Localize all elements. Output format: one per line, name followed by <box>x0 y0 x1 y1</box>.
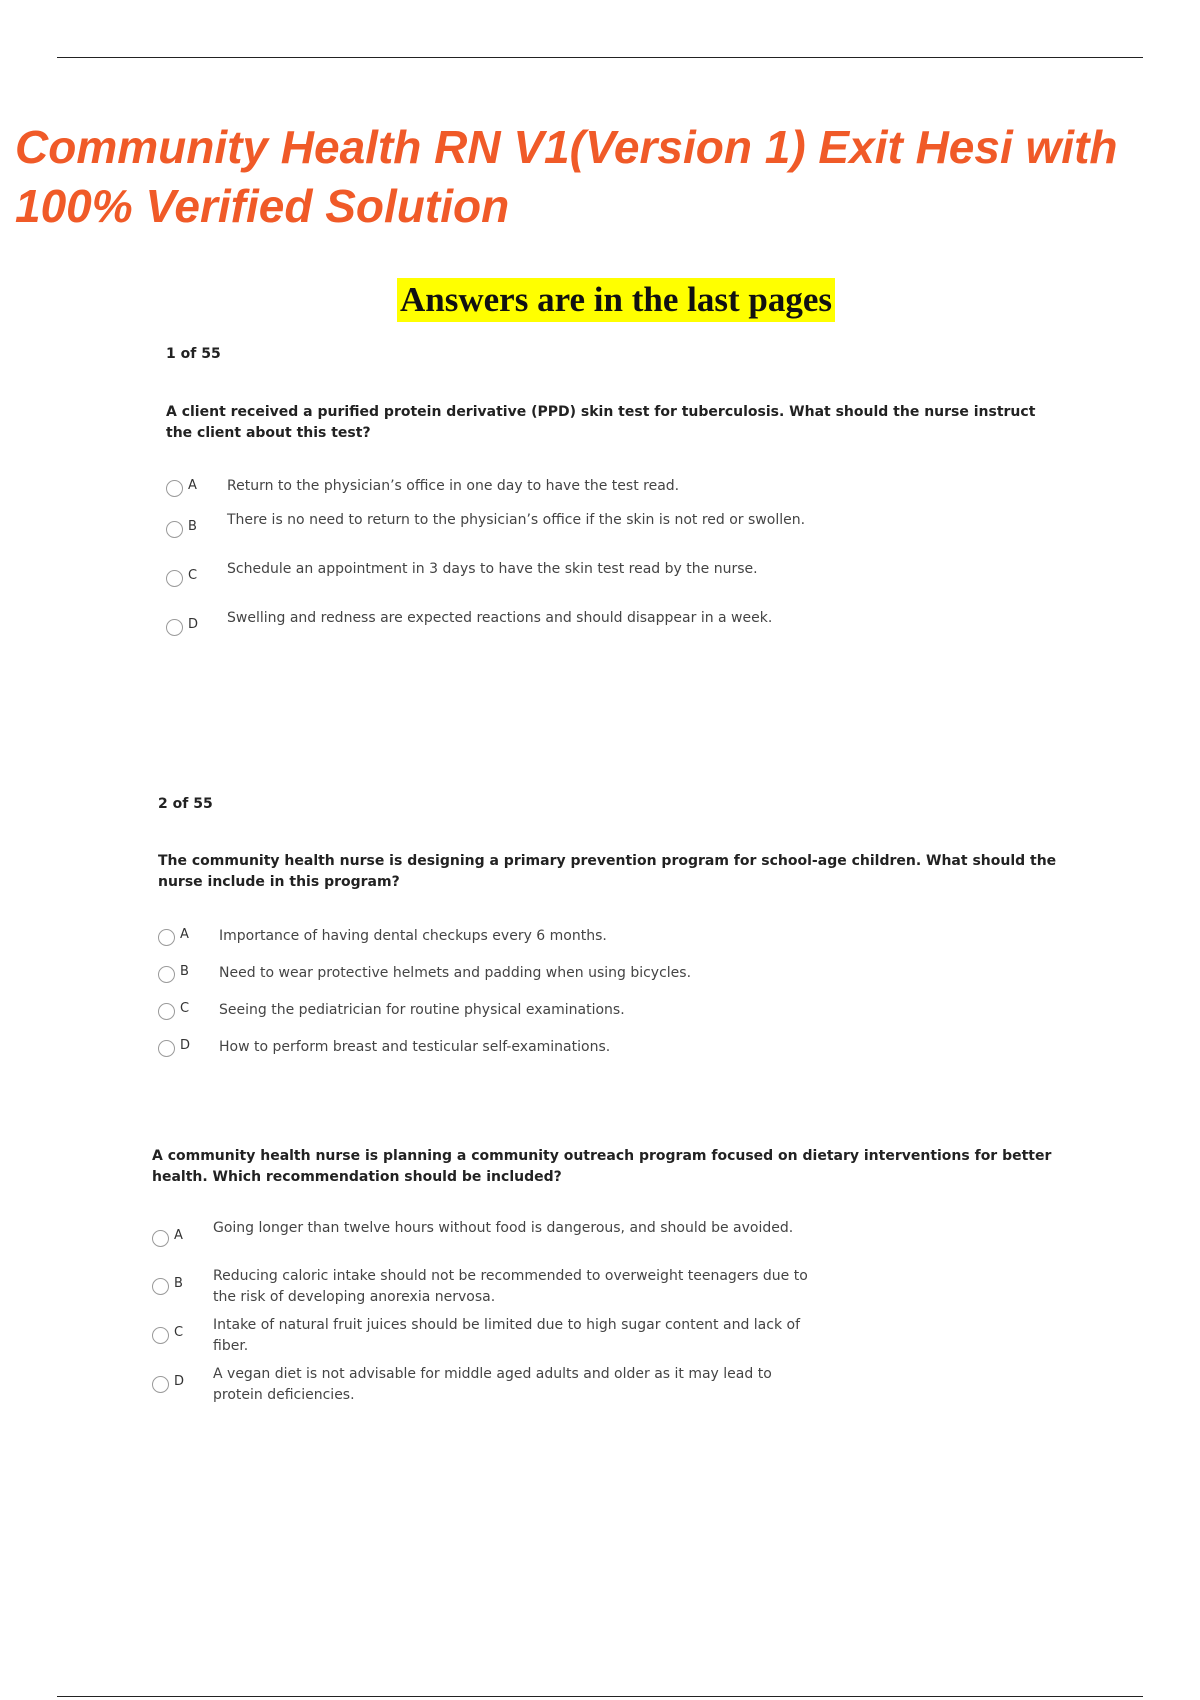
option-letter: C <box>174 1325 184 1340</box>
option-text: Need to wear protective helmets and padding when using bicycles. <box>219 965 692 981</box>
option-text: Swelling and redness are expected reactions and should disappear in a week. <box>227 610 773 626</box>
document-title: Community Health RN V1(Version 1) Exit Hesi with 100% Verified Solution <box>15 121 1118 232</box>
option-text: A vegan diet is not advisable for middle aged adults and older as it may lead to protein deficiencies. <box>213 1366 772 1403</box>
radio-button-a[interactable] <box>166 480 183 497</box>
question-counter: 2 of 55 <box>158 796 213 812</box>
option-letter: A <box>188 478 197 493</box>
option-letter: B <box>174 1276 183 1291</box>
option-text: How to perform breast and testicular self-examinations. <box>219 1039 611 1055</box>
answer-option-b[interactable] <box>166 512 1066 556</box>
option-text: Schedule an appointment in 3 days to have the skin test read by the nurse. <box>227 561 758 577</box>
radio-button-b[interactable] <box>152 1278 169 1295</box>
question-text: A community health nurse is planning a community outreach program focused on dietary interventions for better health. Which recommendation should be included? <box>152 1148 1052 1185</box>
radio-button-d[interactable] <box>158 1040 175 1057</box>
option-text: Reducing caloric intake should not be recommended to overweight teenagers due to the risk of developing anorexia nervosa. <box>213 1268 808 1305</box>
question-text: The community health nurse is designing a primary prevention program for school-age children. What should the nurse include in this program? <box>158 853 1057 890</box>
radio-button-c[interactable] <box>158 1003 175 1020</box>
answer-option-b[interactable] <box>152 1266 1052 1310</box>
question-counter: 1 of 55 <box>166 346 221 362</box>
option-letter: D <box>188 617 199 632</box>
answer-option-d[interactable] <box>166 610 1066 654</box>
question-text: A client received a purified protein derivative (PPD) skin test for tuberculosis. What should the nurse instruct the client about this test? <box>166 404 1036 441</box>
radio-button-b[interactable] <box>158 966 175 983</box>
answers-banner: Answers are in the last pages <box>397 278 835 322</box>
option-letter: A <box>180 927 189 942</box>
option-text: Seeing the pediatrician for routine physical examinations. <box>219 1002 625 1018</box>
option-text: Importance of having dental checkups every 6 months. <box>219 928 607 944</box>
option-letter: A <box>174 1228 183 1243</box>
option-letter: B <box>188 519 197 534</box>
radio-button-a[interactable] <box>152 1230 169 1247</box>
option-letter: B <box>180 964 189 979</box>
radio-button-d[interactable] <box>152 1376 169 1393</box>
radio-button-c[interactable] <box>166 570 183 587</box>
answer-option-c[interactable] <box>166 561 1066 605</box>
option-text: Intake of natural fruit juices should be limited due to high sugar content and lack of fiber. <box>213 1317 800 1354</box>
banner-container <box>0 278 1200 322</box>
option-letter: D <box>180 1038 191 1053</box>
answer-option-c[interactable] <box>152 1315 1052 1359</box>
bottom-rule <box>57 1696 1143 1697</box>
option-letter: D <box>174 1374 185 1389</box>
option-letter: C <box>188 568 198 583</box>
option-text: Going longer than twelve hours without food is dangerous, and should be avoided. <box>213 1220 794 1236</box>
radio-button-b[interactable] <box>166 521 183 538</box>
top-rule <box>57 57 1143 58</box>
answer-option-d[interactable] <box>152 1364 1052 1408</box>
answer-option-a[interactable] <box>152 1218 1052 1262</box>
radio-button-d[interactable] <box>166 619 183 636</box>
option-text: Return to the physician’s office in one day to have the test read. <box>227 478 680 494</box>
answer-option-d[interactable] <box>158 1039 1058 1083</box>
option-text: There is no need to return to the physician’s office if the skin is not red or swollen. <box>227 512 806 528</box>
radio-button-c[interactable] <box>152 1327 169 1344</box>
radio-button-a[interactable] <box>158 929 175 946</box>
option-letter: C <box>180 1001 190 1016</box>
